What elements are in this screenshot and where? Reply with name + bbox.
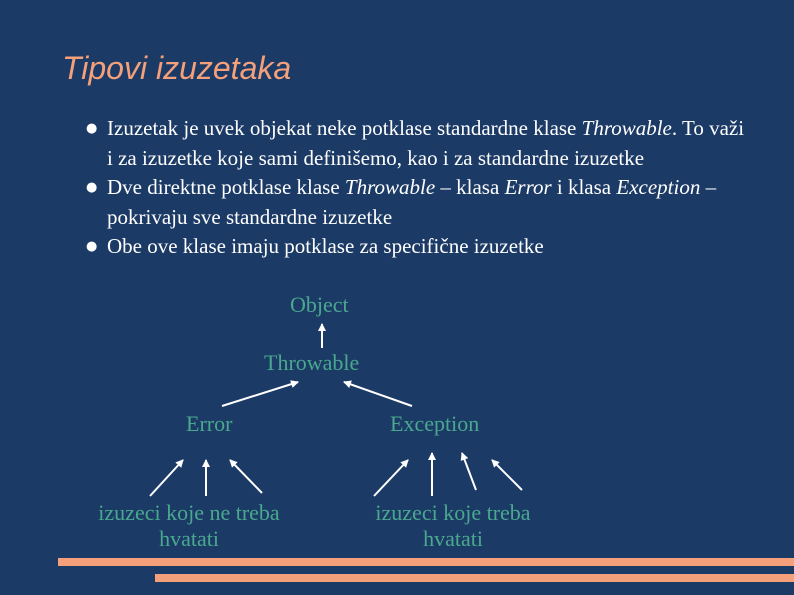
bullet-text: Obe ove klase imaju potklase za specifične izuzetke bbox=[107, 234, 544, 258]
bullet-text: Izuzetak je uvek objekat neke potklase standardne klase Throwable. To važi i za izuzetke koje sami definišemo, kao i za standardne izuzetke bbox=[107, 116, 745, 170]
slide-title: Tipovi izuzetaka bbox=[62, 50, 292, 86]
arrow-leaf1-to-error bbox=[150, 460, 183, 496]
arrow-leaf4-to-exception bbox=[492, 460, 522, 490]
node-error: Error bbox=[186, 411, 233, 436]
node-error-leaf: izuzeci koje ne treba hvatati bbox=[98, 500, 280, 551]
arrow-error-to-throwable bbox=[222, 382, 298, 406]
node-exception-leaf: izuzeci koje treba hvatati bbox=[375, 500, 531, 551]
arrow-leaf3-to-exception bbox=[462, 453, 476, 490]
arrow-leaf1-to-exception bbox=[374, 460, 408, 496]
bullet-icon: ● bbox=[86, 180, 98, 195]
arrow-exception-to-throwable bbox=[344, 382, 412, 406]
accent-bar-bottom bbox=[155, 574, 794, 582]
arrow-leaf3-to-error bbox=[230, 460, 262, 493]
accent-bar-top bbox=[58, 558, 794, 566]
node-exception: Exception bbox=[390, 411, 480, 436]
bullet-icon: ● bbox=[86, 121, 98, 136]
node-object: Object bbox=[290, 292, 349, 317]
bullet-text: Dve direktne potklase klase Throwable – klasa Error i klasa Exception – pokrivaju sve standardne izuzetke bbox=[107, 175, 717, 229]
node-throwable: Throwable bbox=[264, 350, 360, 375]
bullet-icon: ● bbox=[86, 239, 98, 254]
